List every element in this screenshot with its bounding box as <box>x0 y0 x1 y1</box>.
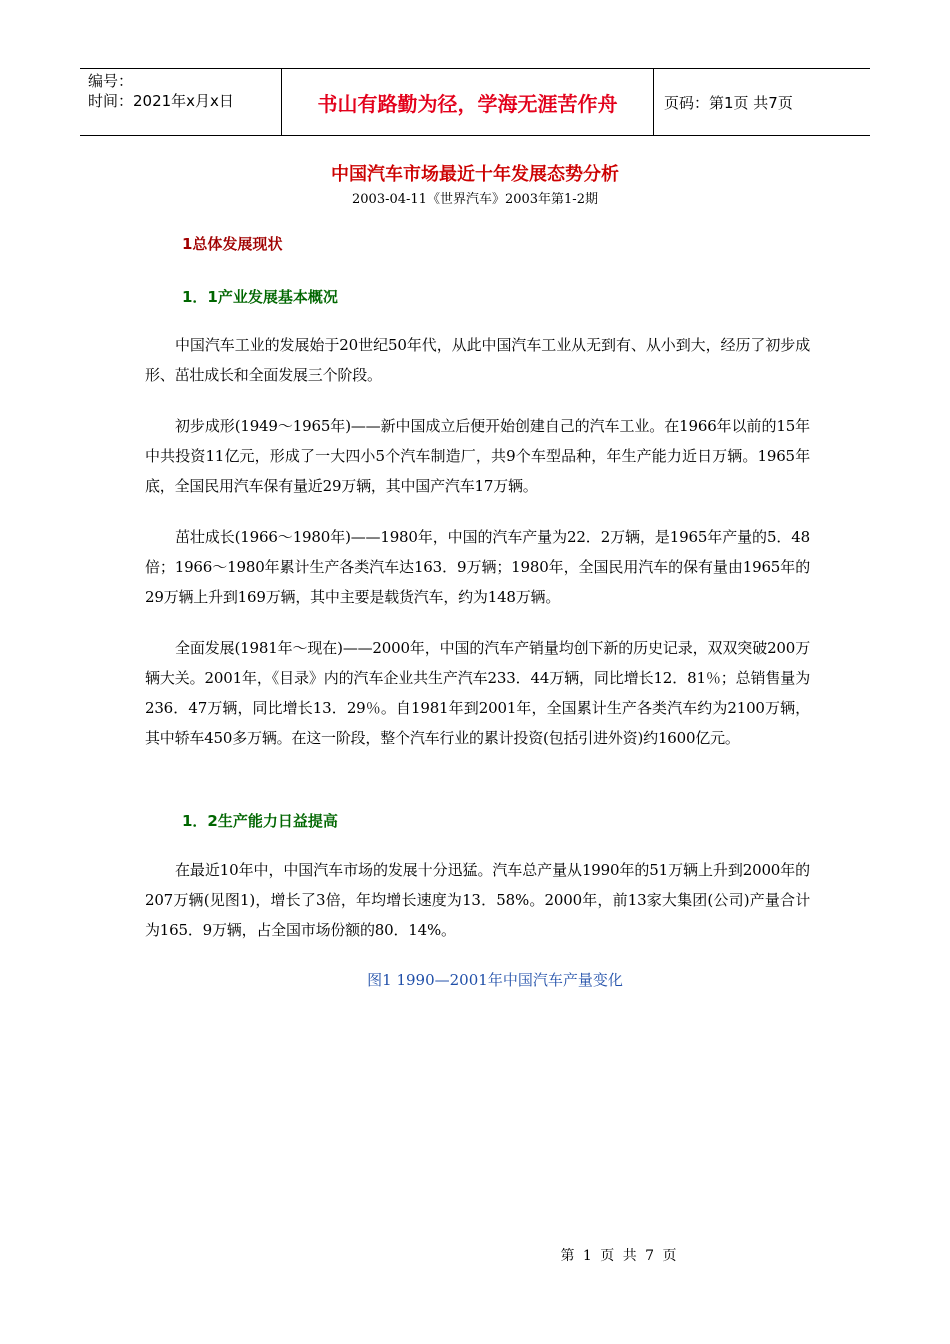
page-footer: 第 1 页 共 7 页 <box>560 1248 677 1264</box>
figure-caption: 图1 1990—2001年中国汽车产量变化 <box>367 971 623 989</box>
paragraph-stage-2: 茁壮成长(1966～1980年)——1980年，中国的汽车产量为22．2万辆，是1965年产量的5．48倍；1966～1980年累计生产各类汽车达163．9万辆；1980年，全国民用汽车的保有量由1965年的29万辆上升到169万辆，其中主要是载货汽车，约为148万辆。 <box>145 528 810 606</box>
section-heading-1: 1总体发展现状 <box>182 235 283 253</box>
document-header-table <box>80 68 870 136</box>
header-motto: 书山有路勤为径，学海无涯苦作舟 <box>281 69 654 135</box>
header-page-label: 页码：第1页 共7页 <box>664 93 793 112</box>
paragraph-capacity: 在最近10年中，中国汽车市场的发展十分迅猛。汽车总产量从1990年的51万辆上升到2000年的207万辆(见图1)，增长了3倍，年均增长速度为13．58%。2000年，前13家大集团(公司)产量合计为165．9万辆，占全国市场份额的80．14%。 <box>145 861 810 939</box>
article-source: 2003-04-11《世界汽车》2003年第1-2期 <box>352 192 598 207</box>
article-title: 中国汽车市场最近十年发展态势分析 <box>331 164 619 185</box>
document-number-label: 编号： <box>88 72 134 90</box>
header-left-cell <box>80 69 281 135</box>
paragraph-stage-1: 初步成形(1949～1965年)——新中国成立后便开始创建自己的汽车工业。在1966年以前的15年中共投资11亿元，形成了一大四小5个汽车制造厂，共9个车型品种，年生产能力近日万辆。1965年底，全国民用汽车保有量近29万辆，其中国产汽车17万辆。 <box>145 417 810 495</box>
section-heading-1-2: 1．2生产能力日益提高 <box>182 812 338 830</box>
document-time-label: 时间：2021年x月x日 <box>88 92 234 110</box>
section-heading-1-1: 1．1产业发展基本概况 <box>182 288 338 306</box>
paragraph-intro: 中国汽车工业的发展始于20世纪50年代，从此中国汽车工业从无到有、从小到大，经历了初步成形、茁壮成长和全面发展三个阶段。 <box>145 336 810 384</box>
paragraph-stage-3: 全面发展(1981年～现在)——2000年，中国的汽车产销量均创下新的历史记录，双双突破200万辆大关。2001年，《目录》内的汽车企业共生产汽车233．44万辆，同比增长12．81％；总销售量为236．47万辆，同比增长13．29％。自1981年到2001年，全国累计生产各类汽车约为2100万辆，其中轿车450多万辆。在这一阶段，整个汽车行业的累计投资(包括引进外资)约1600亿元。 <box>145 639 810 747</box>
